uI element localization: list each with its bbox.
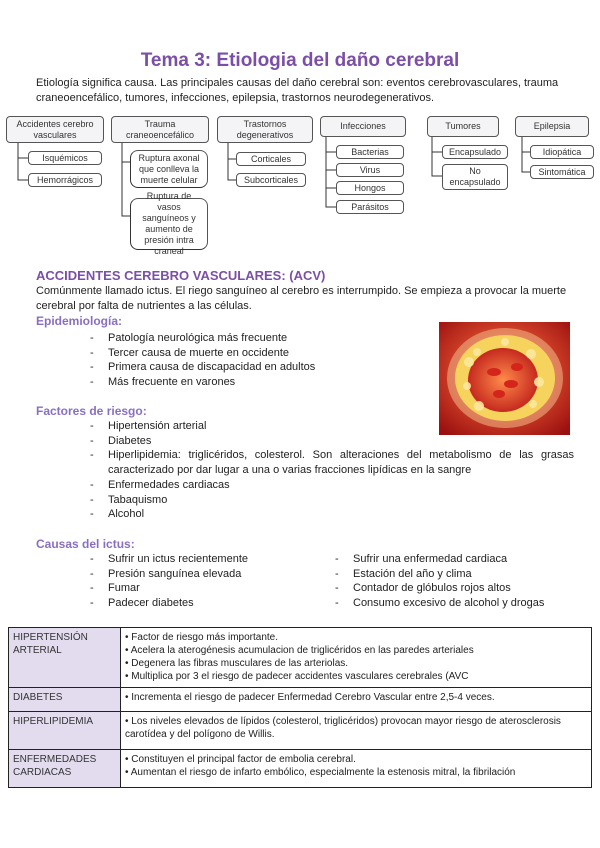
list-item: - Diabetes bbox=[90, 434, 574, 449]
risk-factor-table bbox=[8, 627, 592, 788]
diagram-child-sintomatica: Sintomática bbox=[530, 165, 594, 179]
table-value bbox=[121, 628, 592, 688]
diagram-child-bacterias: Bacterias bbox=[336, 145, 404, 159]
list-item: - Más frecuente en varones bbox=[90, 375, 420, 390]
list-item: - Contador de glóbulos rojos altos bbox=[335, 581, 585, 596]
diagram-child-parasitos: Parásitos bbox=[336, 200, 404, 214]
table-point: • Degenera las fibras musculares de las arteriolas. bbox=[125, 658, 349, 669]
list-item: - Hiperlipidemia: triglicéridos, colesterol. Son alteraciones del metabolismo de las grasas caracterizado por dar lugar a una o varias fracciones lipídicas en la sangre bbox=[90, 448, 574, 477]
list-item: - Tabaquismo bbox=[90, 493, 574, 508]
diagram-child-encapsulado: Encapsulado bbox=[442, 145, 508, 159]
list-item: - Sufrir una enfermedad cardiaca bbox=[335, 552, 585, 567]
table-row bbox=[9, 712, 592, 750]
diagram-node-degenerativos: Trastornos degenerativos bbox=[217, 116, 313, 143]
list-item: - Alcohol bbox=[90, 507, 574, 522]
diagram-node-tumores: Tumores bbox=[427, 116, 499, 137]
diagram-child-ruptura-vasos: Ruptura de vasos sanguíneos y aumento de presión intra craneal bbox=[130, 198, 208, 250]
epidemiologia-heading: Epidemiología: bbox=[36, 314, 123, 328]
list-item: - Padecer diabetes bbox=[90, 596, 330, 611]
table-key: ENFERMEDADES CARDIACAS bbox=[9, 750, 121, 788]
list-item: - Sufrir un ictus recientemente bbox=[90, 552, 330, 567]
diagram-child-no-encapsulado: No encapsulado bbox=[442, 164, 508, 190]
list-item: - Fumar bbox=[90, 581, 330, 596]
table-point: • Los niveles elevados de lípidos (colesterol, triglicéridos) provocan mayor riesgo de aterosclerosis carotídea y del polígono de Willis. bbox=[125, 716, 561, 740]
list-item: - Presión sanguínea elevada bbox=[90, 567, 330, 582]
diagram-child-corticales: Corticales bbox=[236, 152, 306, 166]
causas-list-right bbox=[335, 552, 585, 611]
diagram-child-ruptura-axonal: Ruptura axonal que conlleva la muerte celular bbox=[130, 150, 208, 188]
intro-paragraph: Etiología significa causa. Las principales causas del daño cerebral son: eventos cerebrovasculares, trauma craneoencefálico, tumores, infecciones, epilepsia, trastornos neurodegenerativos. bbox=[36, 77, 559, 104]
table-key: HIPERLIPIDEMIA bbox=[9, 712, 121, 750]
diagram-node-epilepsia: Epilepsia bbox=[515, 116, 589, 137]
list-item: - Estación del año y clima bbox=[335, 567, 585, 582]
list-item: - Tercer causa de muerte en occidente bbox=[90, 346, 420, 361]
page-title: Tema 3: Etiologia del daño cerebral bbox=[140, 50, 460, 71]
table-point: • Factor de riesgo más importante. bbox=[125, 632, 279, 643]
diagram-node-trauma: Trauma craneoencefálico bbox=[111, 116, 209, 143]
list-item: - Primera causa de discapacidad en adultos bbox=[90, 360, 420, 375]
table-point: • Multiplica por 3 el riesgo de padecer accidentes vasculares cerebrales (AVC bbox=[125, 671, 469, 682]
factores-heading: Factores de riesgo: bbox=[36, 404, 147, 418]
table-point: • Incrementa el riesgo de padecer Enfermedad Cerebro Vascular entre 2,5-4 veces. bbox=[125, 692, 495, 703]
table-point: • Acelera la aterogénesis acumulacion de triglicéridos en las paredes arteriales bbox=[125, 645, 474, 656]
table-point: • Constituyen el principal factor de embolia cerebral. bbox=[125, 754, 356, 765]
diagram-child-virus: Virus bbox=[336, 163, 404, 177]
diagram-child-idiopatica: Idiopática bbox=[530, 145, 594, 159]
table-value bbox=[121, 712, 592, 750]
causas-list-left bbox=[90, 552, 330, 611]
list-item: - Consumo excesivo de alcohol y drogas bbox=[335, 596, 585, 611]
diagram-node-infecciones: Infecciones bbox=[320, 116, 406, 137]
acv-paragraph: Comúnmente llamado ictus. El riego sanguíneo al cerebro es interrumpido. Se empieza a provocar la muerte cerebral por falta de nutrientes a las células. bbox=[36, 285, 567, 312]
table-point: • Aumentan el riesgo de infarto embólico, especialmente la estenosis mitral, la fibrilación bbox=[125, 767, 516, 778]
list-item: - Hipertensión arterial bbox=[90, 419, 574, 434]
table-key: DIABETES bbox=[9, 688, 121, 712]
table-row bbox=[9, 628, 592, 688]
table-row bbox=[9, 688, 592, 712]
table-row bbox=[9, 750, 592, 788]
diagram-child-subcorticales: Subcorticales bbox=[236, 173, 306, 187]
table-value bbox=[121, 688, 592, 712]
diagram-child-hemorragicos: Hemorrágicos bbox=[28, 173, 102, 187]
diagram-node-acv: Accidentes cerebro vasculares bbox=[6, 116, 104, 143]
diagram-child-hongos: Hongos bbox=[336, 181, 404, 195]
list-item: - Enfermedades cardiacas bbox=[90, 478, 574, 493]
table-value bbox=[121, 750, 592, 788]
causas-heading: Causas del ictus: bbox=[36, 537, 135, 551]
list-item: - Patología neurológica más frecuente bbox=[90, 331, 420, 346]
epidemiologia-list bbox=[90, 331, 420, 390]
acv-heading: ACCIDENTES CEREBRO VASCULARES: (ACV) bbox=[36, 268, 326, 283]
table-key: HIPERTENSIÓN ARTERIAL bbox=[9, 628, 121, 688]
factores-list bbox=[90, 419, 574, 522]
diagram-child-isquemicos: Isquémicos bbox=[28, 151, 102, 165]
